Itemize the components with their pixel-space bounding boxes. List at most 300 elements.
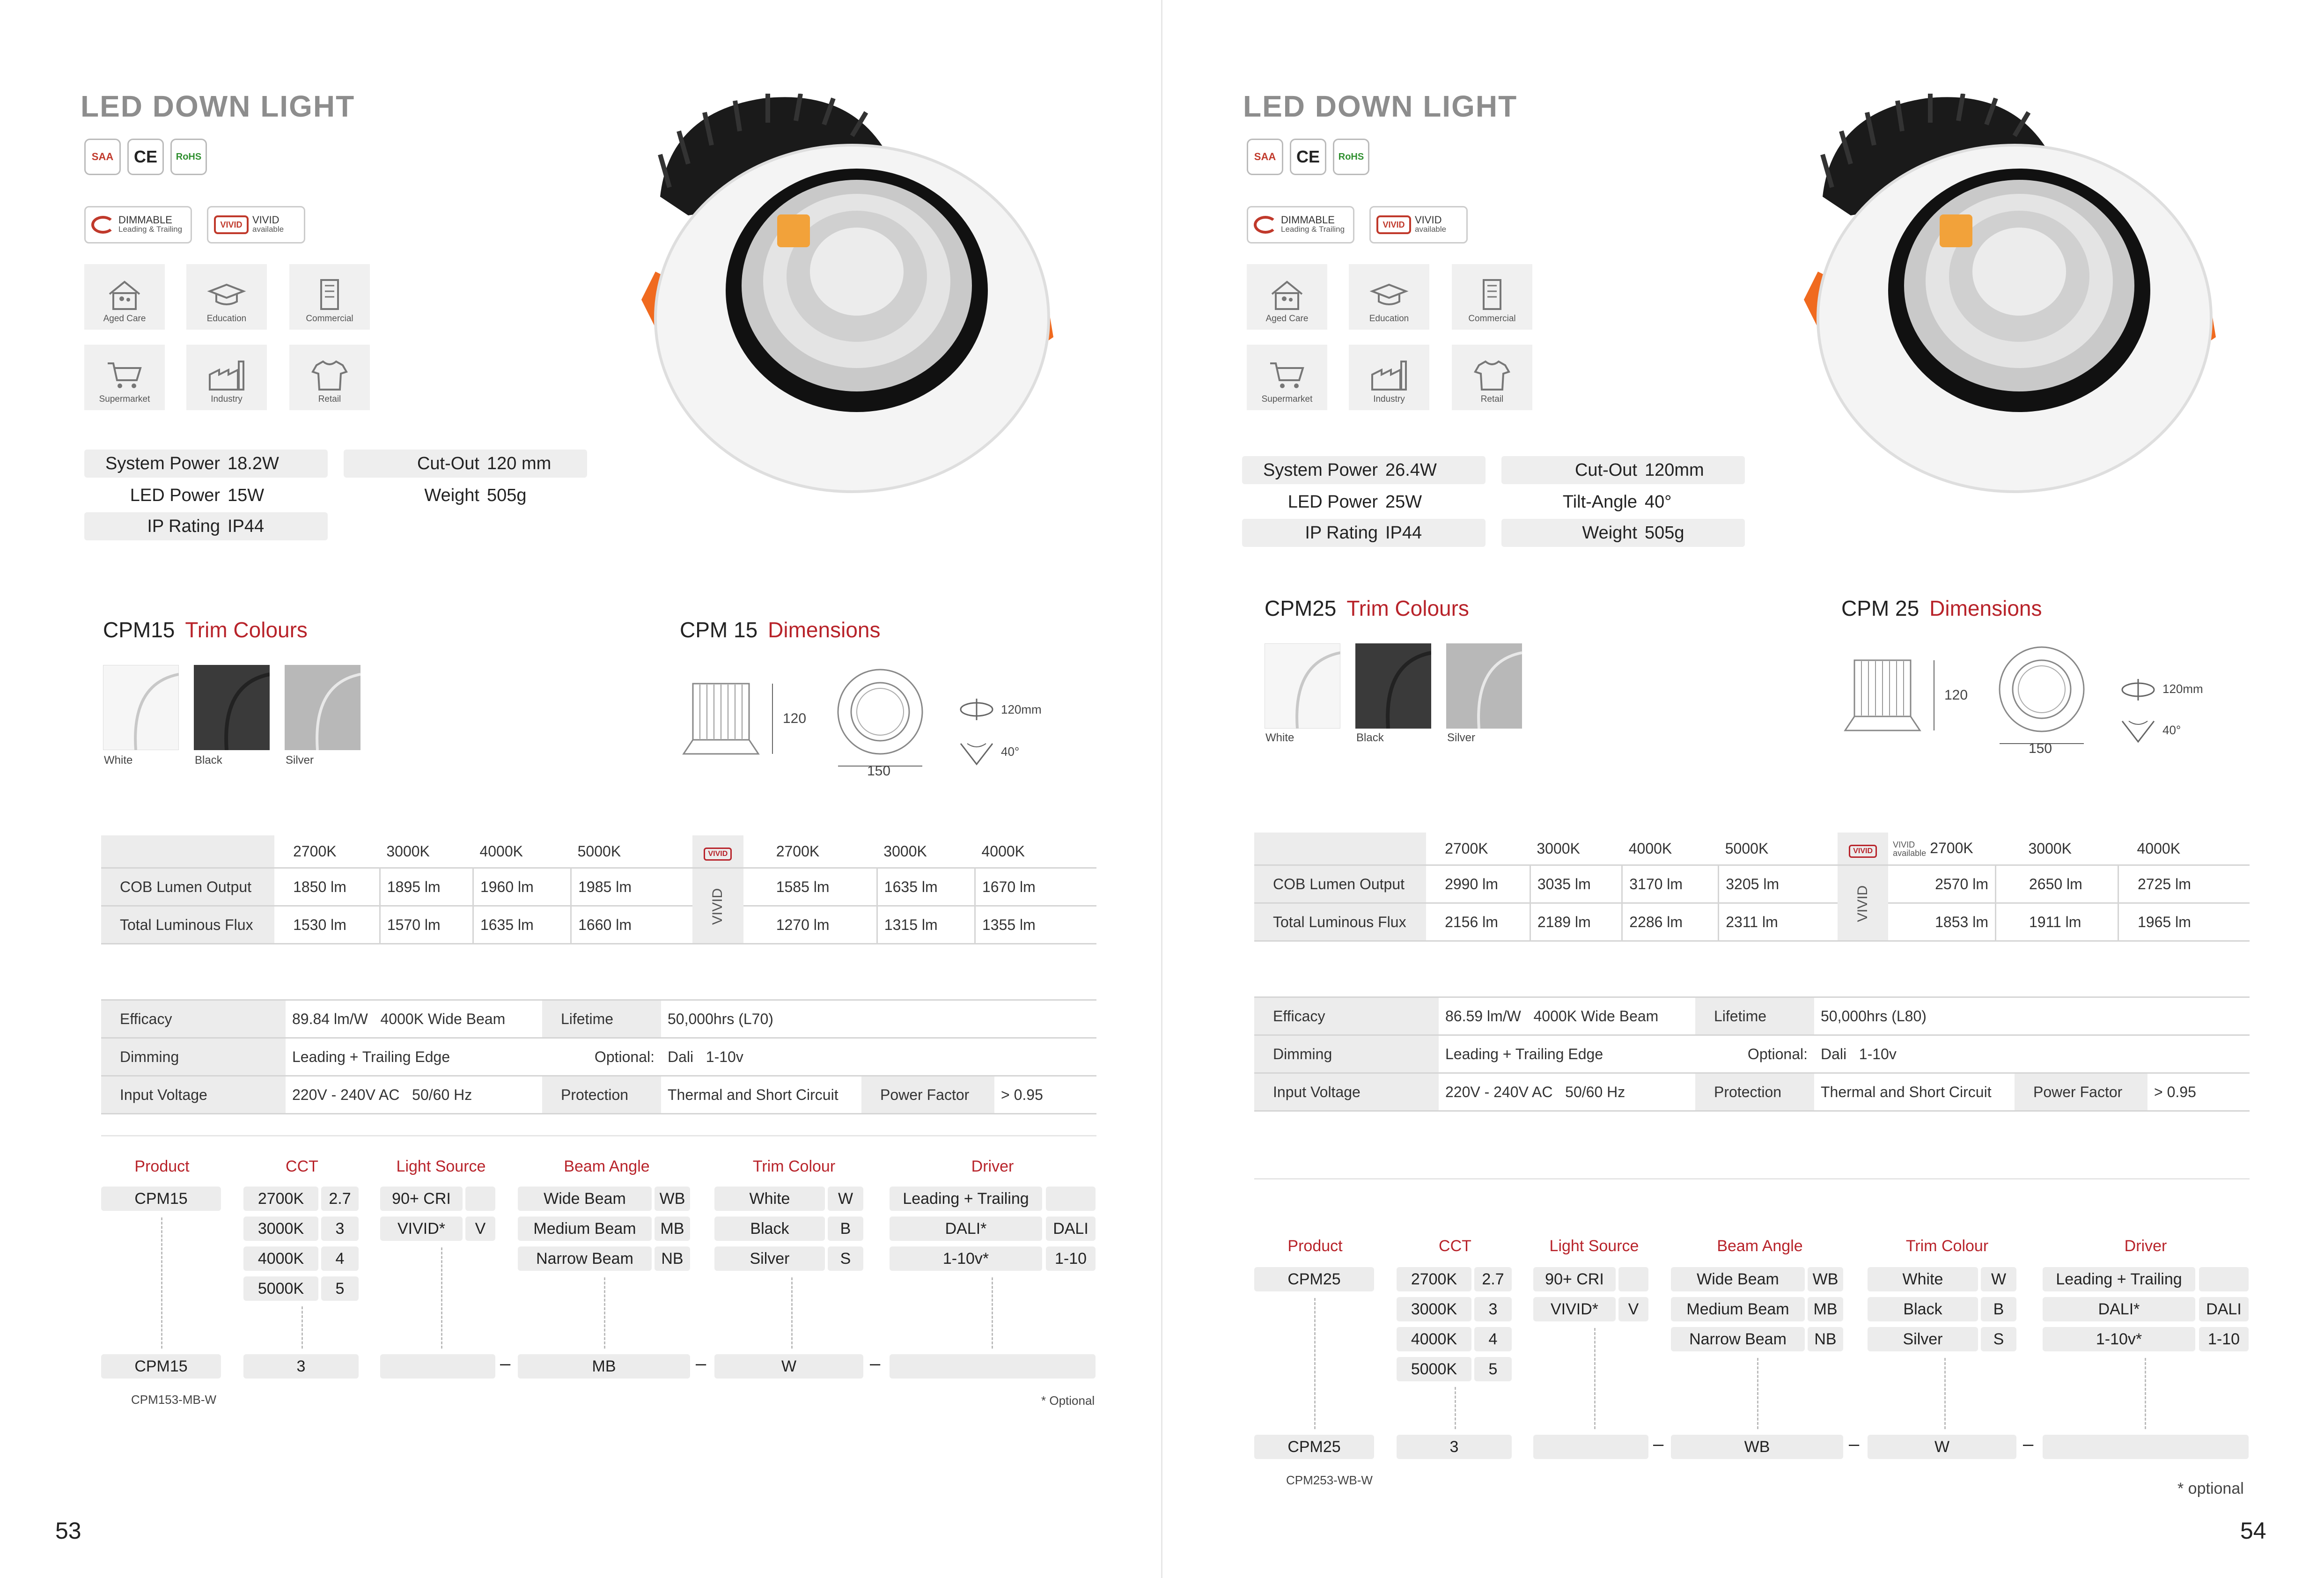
perf-value: > 0.95 xyxy=(2147,1073,2250,1111)
order-cct-code: 3 xyxy=(1474,1297,1512,1321)
trim-model: CPM25 xyxy=(1265,596,1337,620)
cutout-icon xyxy=(2119,678,2157,701)
graduation-cap-icon xyxy=(207,278,246,311)
spec-value: 505g xyxy=(487,485,527,505)
lumen-row xyxy=(101,906,1096,944)
graduation-cap-icon xyxy=(1369,278,1409,311)
order-trim-option: White xyxy=(714,1187,825,1211)
vivid-label: VIVID xyxy=(252,214,279,226)
order-trim-code: S xyxy=(1981,1327,2016,1351)
app-label: Industry xyxy=(211,394,243,404)
order-dash: – xyxy=(696,1353,706,1374)
spec-value: IP44 xyxy=(228,516,265,536)
order-cct-code: 3 xyxy=(321,1217,359,1241)
order-header-product: Product xyxy=(1287,1237,1343,1255)
saa-cert-icon: SAA xyxy=(1247,139,1283,175)
app-aged-care xyxy=(84,264,165,330)
order-guide-line xyxy=(1944,1358,1946,1429)
order-guide-line xyxy=(1757,1358,1758,1429)
order-example-source xyxy=(380,1354,495,1379)
section-rule xyxy=(1254,1178,2250,1180)
order-header-driver: Driver xyxy=(971,1158,1014,1175)
order-trim-option: White xyxy=(1868,1267,1978,1291)
cob-chip xyxy=(777,214,810,247)
order-beam-code: MB xyxy=(1808,1297,1843,1321)
order-example-cct: 3 xyxy=(243,1354,359,1379)
side-view-drawing xyxy=(679,679,782,759)
front-view-drawing xyxy=(829,665,932,773)
spec-label: LED Power xyxy=(130,485,220,505)
order-beam-code: MB xyxy=(655,1217,690,1241)
app-label: Retail xyxy=(318,394,341,404)
vivid-sublabel: available xyxy=(252,225,284,234)
vivid-logo-icon: VIVID xyxy=(214,215,249,234)
saa-cert-icon: SAA xyxy=(84,139,121,175)
efficacy-note: 4000K Wide Beam xyxy=(1533,1007,1659,1025)
app-education xyxy=(186,264,267,330)
trim-model: CPM15 xyxy=(103,618,175,642)
order-example-cct: 3 xyxy=(1397,1435,1512,1459)
order-cct-code: 5 xyxy=(1474,1357,1512,1381)
product-image xyxy=(1785,94,2244,515)
lumen-table xyxy=(1254,833,2250,942)
lumen-cell: 1670 lm xyxy=(975,868,1096,906)
order-guide-line xyxy=(302,1306,303,1349)
order-guide-line xyxy=(1455,1387,1456,1429)
lumen-cell: 2570 lm xyxy=(1888,865,1995,903)
lumen-cell: 2311 lm xyxy=(1719,903,1838,941)
spec-ip-rating xyxy=(1242,519,1486,547)
perf-label: Dimming xyxy=(101,1038,286,1076)
lumen-row-label: Total Luminous Flux xyxy=(1254,903,1426,941)
perf-label: Dimming xyxy=(1254,1035,1439,1073)
order-beam-option: Medium Beam xyxy=(1671,1297,1805,1321)
order-driver-option: DALI* xyxy=(890,1217,1042,1241)
spec-value: 505g xyxy=(1645,523,1684,543)
lumen-cell: 1985 lm xyxy=(571,868,692,906)
lumen-header-cell: 2700K xyxy=(274,835,380,868)
lumen-header-blank xyxy=(101,835,274,868)
dimmable-label: DIMMABLE xyxy=(1281,214,1335,226)
order-driver-code: 1-10 xyxy=(2199,1327,2249,1351)
order-cct-code: 5 xyxy=(321,1276,359,1301)
page-title: LED DOWN LIGHT xyxy=(1243,89,1518,123)
building-icon xyxy=(1472,278,1512,311)
order-dash: – xyxy=(500,1353,511,1374)
certification-badges xyxy=(84,139,207,175)
lumen-cell: 1911 lm xyxy=(1995,903,2118,941)
order-header-source: Light Source xyxy=(396,1158,486,1175)
app-retail xyxy=(1452,345,1532,410)
perf-label: Power Factor xyxy=(2015,1073,2147,1111)
tilt-icon xyxy=(958,741,995,767)
perf-row xyxy=(101,1038,1096,1076)
house-icon xyxy=(1267,278,1307,311)
lumen-header-cell: VIVID available 2700K xyxy=(1888,833,1995,865)
order-source-code: V xyxy=(465,1217,495,1241)
perf-label: Lifetime xyxy=(542,1000,661,1038)
dims-label: Dimensions xyxy=(1929,596,2042,620)
order-dash: – xyxy=(1849,1434,1860,1454)
spec-system-power xyxy=(84,450,328,478)
order-beam-code: WB xyxy=(1808,1267,1843,1291)
order-beam-option: Narrow Beam xyxy=(518,1246,652,1271)
order-cct-option: 4000K xyxy=(1397,1327,1471,1351)
order-driver-option: DALI* xyxy=(2043,1297,2195,1321)
vivid-vertical-label: VIVID xyxy=(1838,865,1888,941)
efficacy-value: 89.84 lm/W xyxy=(292,1010,368,1027)
dimmable-sublabel: Leading & Trailing xyxy=(118,225,183,234)
app-label: Commercial xyxy=(1468,314,1516,324)
trim-swatch-silver xyxy=(285,665,360,750)
lumen-header-blank xyxy=(1254,833,1426,865)
order-guide-line xyxy=(1594,1328,1596,1429)
dim-width: 150 xyxy=(867,763,891,779)
order-driver-code: DALI xyxy=(2199,1297,2249,1321)
order-header-trim: Trim Colour xyxy=(1905,1237,1989,1255)
perf-value: > 0.95 xyxy=(994,1076,1096,1114)
dim-height: 120 xyxy=(1944,687,1968,703)
dims-label: Dimensions xyxy=(768,618,881,642)
dimensions-heading xyxy=(1841,596,2042,621)
order-beam-option: Wide Beam xyxy=(1671,1267,1805,1291)
order-product: CPM15 xyxy=(101,1187,221,1211)
order-trim-option: Black xyxy=(1868,1297,1978,1321)
certification-badges xyxy=(1247,139,1369,175)
dimmable-label: DIMMABLE xyxy=(118,214,172,226)
trim-label-black: Black xyxy=(1356,731,1384,744)
perf-value: Leading + Trailing Edge xyxy=(286,1038,542,1076)
perf-value: Thermal and Short Circuit xyxy=(661,1076,861,1114)
perf-optional-label: Optional: xyxy=(542,1038,661,1076)
order-code-example: CPM153-MB-W xyxy=(131,1393,217,1407)
order-trim-code: B xyxy=(828,1217,863,1241)
order-cct-code: 4 xyxy=(321,1246,359,1271)
app-label: Aged Care xyxy=(1265,314,1309,324)
perf-row xyxy=(1254,997,2250,1035)
order-example-trim: W xyxy=(714,1354,863,1379)
lumen-cell: 3205 lm xyxy=(1719,865,1838,903)
vivid-available-label: VIVID available xyxy=(1893,840,1927,858)
order-product: CPM25 xyxy=(1254,1267,1374,1291)
trim-swatch-white xyxy=(1265,643,1340,729)
order-trim-option: Black xyxy=(714,1217,825,1241)
dimmable-badge xyxy=(84,206,192,243)
order-guide-line xyxy=(992,1277,993,1349)
vivid-label: VIVID xyxy=(1415,214,1442,226)
order-header-source: Light Source xyxy=(1549,1237,1639,1255)
app-industry xyxy=(186,345,267,410)
lumen-cell: 1355 lm xyxy=(975,906,1096,944)
dim-height: 120 xyxy=(783,711,807,726)
order-trim-code: W xyxy=(1981,1267,2016,1291)
trim-swatch-black xyxy=(1355,643,1431,729)
app-label: Aged Care xyxy=(103,314,146,324)
vivid-logo-icon: VIVID xyxy=(1376,215,1411,234)
spec-value: 120 mm xyxy=(487,453,552,473)
lumen-table xyxy=(101,835,1096,944)
side-view-drawing xyxy=(1840,656,1943,735)
spec-label: System Power xyxy=(1263,460,1378,480)
perf-value: 220V - 240V AC 50/60 Hz xyxy=(286,1076,542,1114)
dim-tilt: 40° xyxy=(2162,723,2181,737)
lumen-row-label: COB Lumen Output xyxy=(1254,865,1426,903)
app-label: Industry xyxy=(1373,394,1405,404)
cob-chip xyxy=(1940,214,1972,247)
app-commercial xyxy=(1452,264,1532,330)
lumen-cell: 1635 lm xyxy=(877,868,975,906)
order-source-code xyxy=(465,1187,495,1211)
lumen-row xyxy=(1254,865,2250,903)
trim-label-white: White xyxy=(104,754,133,767)
lumen-row xyxy=(101,868,1096,906)
order-guide-line xyxy=(2145,1358,2146,1429)
order-beam-option: Wide Beam xyxy=(518,1187,652,1211)
app-label: Education xyxy=(1369,314,1409,324)
dimensions-heading xyxy=(680,617,880,642)
spec-label: IP Rating xyxy=(147,516,220,536)
order-driver-code xyxy=(2199,1267,2249,1291)
dim-tilt: 40° xyxy=(1001,745,1020,759)
order-source-code xyxy=(1618,1267,1648,1291)
app-label: Retail xyxy=(1480,394,1504,404)
perf-row xyxy=(101,1076,1096,1114)
ce-cert-icon: CE xyxy=(127,139,164,175)
lumen-cell: 2990 lm xyxy=(1426,865,1530,903)
perf-label: Power Factor xyxy=(861,1076,994,1114)
dimmable-icon xyxy=(1254,216,1277,234)
lumen-row xyxy=(1254,903,2250,941)
rohs-cert-icon: RoHS xyxy=(170,139,207,175)
spec-label: Tilt-Angle xyxy=(1562,492,1637,512)
trim-swatch-silver xyxy=(1446,643,1522,729)
spec-value: 26.4W xyxy=(1385,460,1437,480)
order-example-driver xyxy=(2043,1435,2249,1459)
section-rule xyxy=(101,1135,1096,1136)
lumen-header-cell: 2700K xyxy=(743,835,877,868)
order-dash: – xyxy=(2023,1434,2034,1454)
lumen-cell: 1895 lm xyxy=(380,868,473,906)
app-label: Education xyxy=(206,314,247,324)
trim-swatch-white xyxy=(103,665,179,750)
order-trim-code: B xyxy=(1981,1297,2016,1321)
order-beam-code: NB xyxy=(1808,1327,1843,1351)
order-beam-option: Medium Beam xyxy=(518,1217,652,1241)
spec-label: LED Power xyxy=(1287,492,1378,512)
order-source-option: 90+ CRI xyxy=(380,1187,463,1211)
perf-value: 50,000hrs (L70) xyxy=(661,1000,1096,1038)
front-view-drawing xyxy=(1990,642,2093,750)
app-retail xyxy=(289,345,370,410)
order-driver-code: DALI xyxy=(1046,1217,1096,1241)
order-example-product: CPM25 xyxy=(1254,1435,1374,1459)
vivid-header-icon: VIVID xyxy=(692,835,743,868)
perf-label: Input Voltage xyxy=(1254,1073,1439,1111)
vivid-vertical-label: VIVID xyxy=(692,868,743,944)
spec-value: 25W xyxy=(1385,492,1422,512)
perf-optional-value: Dali 1-10v xyxy=(1814,1035,2250,1073)
order-dash: – xyxy=(870,1353,881,1374)
order-driver-option: 1-10v* xyxy=(2043,1327,2195,1351)
dims-model: CPM 15 xyxy=(680,618,758,642)
trim-label: Trim Colours xyxy=(185,618,308,642)
vivid-header-icon: VIVID xyxy=(1838,833,1888,865)
order-example-beam: WB xyxy=(1671,1435,1843,1459)
lumen-cell: 3170 lm xyxy=(1622,865,1719,903)
lumen-cell: 2650 lm xyxy=(1995,865,2118,903)
perf-optional-label: Optional: xyxy=(1695,1035,1814,1073)
lumen-cell: 1570 lm xyxy=(380,906,473,944)
lumen-row-label: Total Luminous Flux xyxy=(101,906,274,944)
lumen-cell: 3035 lm xyxy=(1530,865,1622,903)
lumen-header-cell: 4000K xyxy=(1622,833,1719,865)
spec-value: IP44 xyxy=(1385,523,1422,543)
page-right xyxy=(1162,0,2324,1578)
spec-value: 18.2W xyxy=(228,453,279,473)
order-example-product: CPM15 xyxy=(101,1354,221,1379)
app-label: Supermarket xyxy=(1261,394,1313,404)
dimmable-icon xyxy=(91,216,115,234)
order-example-driver xyxy=(890,1354,1096,1379)
order-cct-option: 2700K xyxy=(1397,1267,1471,1291)
order-header-driver: Driver xyxy=(2124,1237,2167,1255)
spec-label: System Power xyxy=(105,453,220,473)
order-cct-option: 4000K xyxy=(243,1246,318,1271)
spec-cutout xyxy=(344,450,587,478)
perf-label: Efficacy xyxy=(101,1000,286,1038)
dim-cutout: 120mm xyxy=(1001,702,1042,716)
trim-label-black: Black xyxy=(195,754,222,767)
order-source-option: VIVID* xyxy=(380,1217,463,1241)
order-beam-code: NB xyxy=(655,1246,690,1271)
lumen-cell: 1315 lm xyxy=(877,906,975,944)
order-guide-line xyxy=(161,1217,162,1349)
order-driver-code xyxy=(1046,1187,1096,1211)
perf-value xyxy=(286,1000,542,1038)
tshirt-icon xyxy=(310,359,349,391)
perf-label: Input Voltage xyxy=(101,1076,286,1114)
order-cct-option: 3000K xyxy=(1397,1297,1471,1321)
spec-value: 120mm xyxy=(1645,460,1704,480)
lumen-cell: 1660 lm xyxy=(571,906,692,944)
order-driver-option: 1-10v* xyxy=(890,1246,1042,1271)
optional-note: * optional xyxy=(2177,1480,2244,1497)
lumen-header-cell: 3000K xyxy=(380,835,473,868)
order-header-beam: Beam Angle xyxy=(1717,1237,1803,1255)
order-example-beam: MB xyxy=(518,1354,690,1379)
order-dash: – xyxy=(1653,1434,1664,1454)
trim-swatch-black xyxy=(194,665,270,750)
page-number: 54 xyxy=(2240,1518,2266,1544)
tilt-icon xyxy=(2119,718,2157,745)
page-number: 53 xyxy=(55,1518,81,1544)
order-driver-option: Leading + Trailing xyxy=(890,1187,1042,1211)
perf-label: Efficacy xyxy=(1254,997,1439,1035)
order-beam-code: WB xyxy=(655,1187,690,1211)
perf-row xyxy=(1254,1035,2250,1073)
perf-value: Leading + Trailing Edge xyxy=(1439,1035,1695,1073)
order-trim-code: S xyxy=(828,1246,863,1271)
spec-ip-rating xyxy=(84,512,328,540)
lumen-header-cell: 3000K xyxy=(877,835,975,868)
lumen-header-cell: 3000K xyxy=(1530,833,1622,865)
tshirt-icon xyxy=(1472,359,1512,391)
order-source-option: 90+ CRI xyxy=(1533,1267,1616,1291)
vivid-badge xyxy=(207,206,305,243)
ce-cert-icon: CE xyxy=(1290,139,1326,175)
spec-label: Weight xyxy=(424,485,479,505)
order-cct-option: 3000K xyxy=(243,1217,318,1241)
order-cct-code: 4 xyxy=(1474,1327,1512,1351)
lumen-header-cell: 2700K xyxy=(1426,833,1530,865)
order-driver-code: 1-10 xyxy=(1046,1246,1096,1271)
order-cct-code: 2.7 xyxy=(1474,1267,1512,1291)
trim-colours-heading xyxy=(103,617,308,642)
order-cct-option: 2700K xyxy=(243,1187,318,1211)
order-driver-option: Leading + Trailing xyxy=(2043,1267,2195,1291)
order-beam-option: Narrow Beam xyxy=(1671,1327,1805,1351)
perf-value: 220V - 240V AC 50/60 Hz xyxy=(1439,1073,1695,1111)
perf-label: Lifetime xyxy=(1695,997,1814,1035)
order-header-cct: CCT xyxy=(1439,1237,1471,1255)
perf-label: Protection xyxy=(1695,1073,1814,1111)
perf-row xyxy=(101,1000,1096,1038)
trim-colours-heading xyxy=(1265,596,1469,621)
performance-table xyxy=(1254,996,2250,1112)
trim-label-silver: Silver xyxy=(1447,731,1476,744)
lumen-cell: 1965 lm xyxy=(2118,903,2250,941)
spec-tilt-angle xyxy=(1501,488,1745,516)
lumen-row-label: COB Lumen Output xyxy=(101,868,274,906)
perf-value xyxy=(1439,997,1695,1035)
lumen-header-cell: 4000K xyxy=(975,835,1096,868)
spec-value: 40° xyxy=(1645,492,1672,512)
lumen-header-cell: 4000K xyxy=(473,835,571,868)
spec-cutout xyxy=(1501,456,1745,484)
factory-icon xyxy=(207,359,246,391)
order-example-trim: W xyxy=(1868,1435,2016,1459)
app-label: Commercial xyxy=(306,314,353,324)
vivid-badge xyxy=(1369,206,1468,243)
trim-label: Trim Colours xyxy=(1346,596,1469,620)
lumen-cell: 1850 lm xyxy=(274,868,380,906)
perf-row xyxy=(1254,1073,2250,1111)
app-commercial xyxy=(289,264,370,330)
lumen-header-cell: 5000K xyxy=(571,835,692,868)
order-source-option: VIVID* xyxy=(1533,1297,1616,1321)
spec-label: Cut-Out xyxy=(1574,460,1637,480)
rohs-cert-icon: RoHS xyxy=(1333,139,1369,175)
perf-value: Thermal and Short Circuit xyxy=(1814,1073,2015,1111)
order-cct-option: 5000K xyxy=(243,1276,318,1301)
spec-system-power xyxy=(1242,456,1486,484)
spec-label: IP Rating xyxy=(1305,523,1378,543)
order-header-trim: Trim Colour xyxy=(752,1158,836,1175)
lumen-header-row xyxy=(1254,833,2250,865)
shopping-cart-icon xyxy=(1267,359,1307,391)
order-header-cct: CCT xyxy=(286,1158,318,1175)
order-trim-code: W xyxy=(828,1187,863,1211)
lumen-cell: 2189 lm xyxy=(1530,903,1622,941)
trim-label-white: White xyxy=(1265,731,1294,744)
lumen-header-cell: 4000K xyxy=(2118,833,2250,865)
lumen-header-cell: 5000K xyxy=(1719,833,1838,865)
dimmable-badge xyxy=(1247,206,1354,243)
app-industry xyxy=(1349,345,1429,410)
dim-width: 150 xyxy=(2029,741,2052,756)
lumen-header-cell: 3000K xyxy=(1995,833,2118,865)
performance-table xyxy=(101,999,1096,1114)
